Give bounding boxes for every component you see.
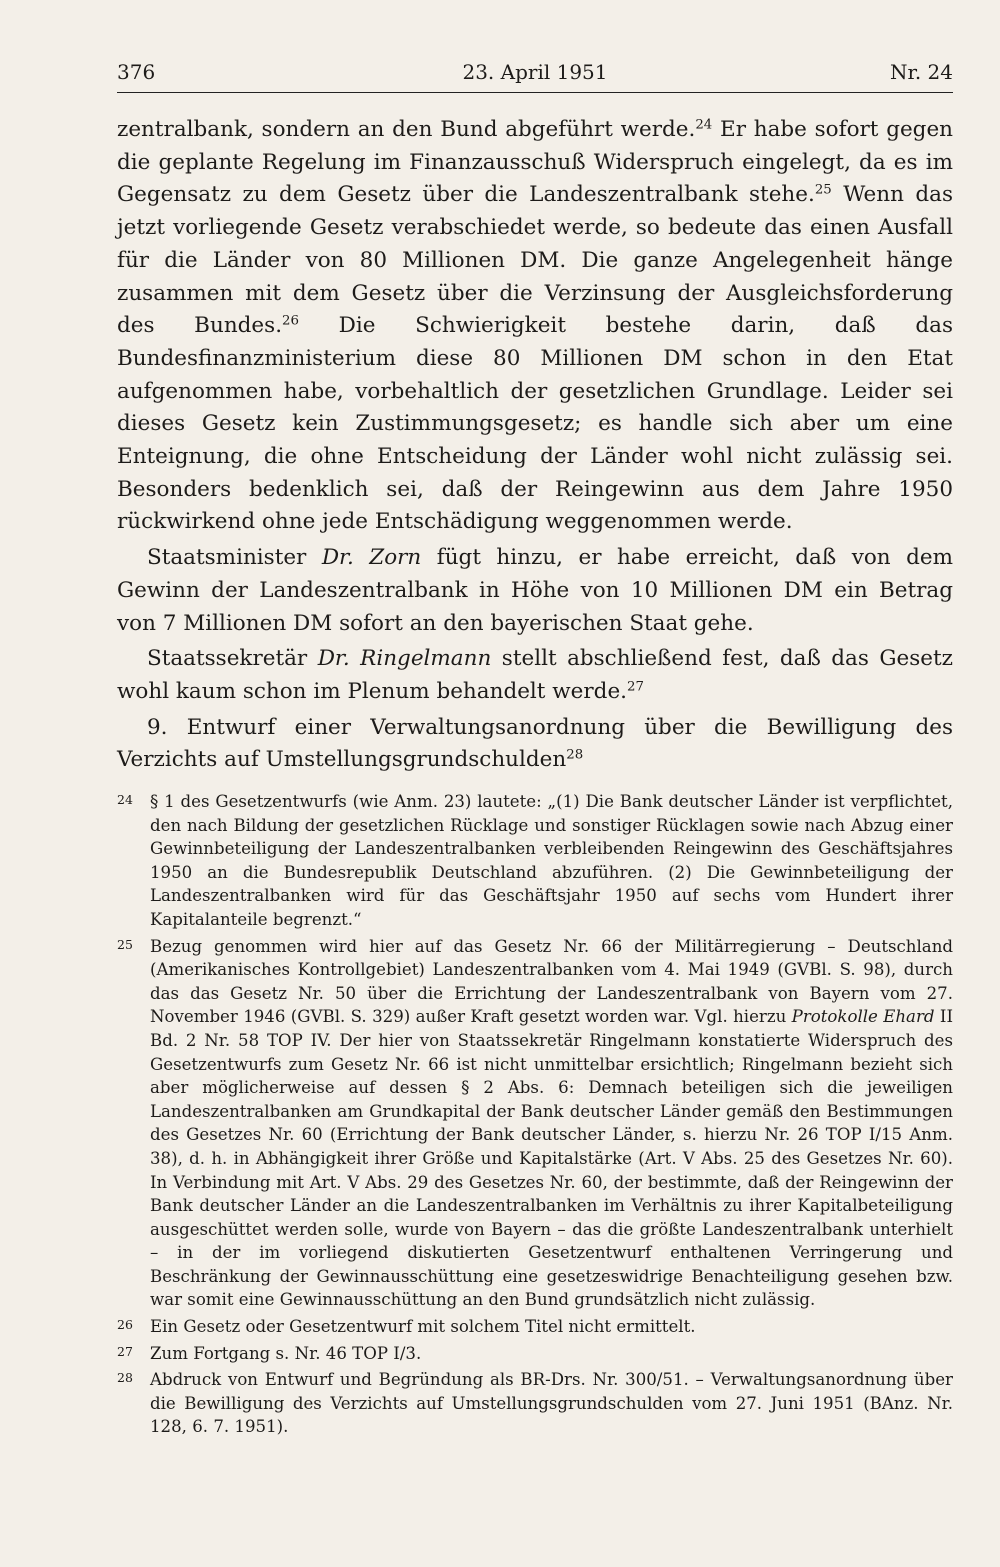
footnote-ref-24: 24: [695, 117, 713, 133]
footnote-text: Zum Fortgang s. Nr. 46 TOP I/3.: [150, 1343, 422, 1363]
paragraph-continuation: zentralbank, sondern an den Bund abgeführt werde.$^{24}$ Er habe sofort gegen die geplante Regelung im Finanzausschuß Widerspruch eingelegt, da es im Gegensatz zu dem Gesetz über die Landeszentralbank stehe.$^{25}$ Wenn das jetzt vorliegende Gesetz verabschiedet werde, so bedeute das einen Ausfall für die Länder von 80 Millionen DM. Die ganze Angelegenheit hänge zusammen mit dem Gesetz über die Verzinsung der Ausgleichsforderung des Bundes.$^{26}$ Die Schwierigkeit bestehe darin, daß das Bundesfinanzministerium diese 80 Millionen DM schon in den Etat aufgenommen habe, vorbehaltlich der gesetzlichen Grundlage. Leider sei dieses Gesetz kein Zustimmungsgesetz; es handle sich aber um eine Enteignung, die ohne Entscheidung der Länder wohl nicht zulässig sei. Besonders bedenklich sei, daß der Reingewinn aus dem Jahre 1950 rückwirkend ohne jede Entschädigung weggenommen werde.: [117, 117, 954, 535]
footnote-number: 27: [117, 1343, 133, 1359]
footnote-number: 26: [117, 1317, 133, 1333]
footnote-ref-27: 27: [627, 679, 644, 695]
main-text: [117, 114, 953, 777]
footnote-text: Ein Gesetz oder Gesetzentwurf mit solchem Titel nicht ermittelt.: [150, 1317, 696, 1337]
header-date: 23. April 1951: [462, 60, 608, 84]
footnote-26: [117, 1315, 953, 1339]
speaker-name: Dr. Ringelmann: [317, 646, 492, 672]
footnote-number: 24: [117, 792, 133, 807]
header-issue-number: Nr. 24: [889, 60, 953, 84]
agenda-item-9: 9. Entwurf einer Verwaltungsanordnung über die Bewilligung des Verzichts auf Umstellungsgrundschulden$^{28}$: [117, 714, 953, 773]
paragraph-zorn: Staatsminister Dr. Zorn fügt hinzu, er habe erreicht, daß von dem Gewinn der Landeszentralbank in Höhe von 10 Millionen DM ein Betrag von 7 Millionen DM sofort an den bayerischen Staat gehe.: [117, 545, 953, 636]
page-number: 376: [117, 60, 156, 84]
footnote-text: Bezug genommen wird hier auf das Gesetz Nr. 66 der Militärregierung – Deutschland (Amerikanisches Kontrollgebiet) Landeszentralbanken vom 4. Mai 1949 (GVBl. S. 98), durch das das Gesetz Nr. 50 über die Errichtung der Landeszentralbank von Bayern vom 27. November 1946 (GVBl. S. 329) außer Kraft gesetzt worden war. Vgl. hierzu Protokolle Ehard II Bd. 2 Nr. 58 TOP IV. Der hier von Staatssekretär Ringelmann konstatierte Widerspruch des Gesetzentwurfs zum Gesetz Nr. 66 ist nicht unmittelbar ersichtlich; Ringelmann bezieht sich aber möglicherweise auf dessen § 2 Abs. 6: Demnach beteiligen sich die jeweiligen Landeszentralbanken am Grundkapital der Bank deutscher Länder gemäß den Bestimmungen des Gesetzes Nr. 60 (Errichtung der Bank deutscher Länder, s. hierzu Nr. 26 TOP I/15 Anm. 38), d. h. in Abhängigkeit ihrer Größe und Kapitalstärke (Art. V Abs. 25 des Gesetzes Nr. 60). In Verbindung mit Art. V Abs. 29 des Gesetzes Nr. 60, der bestimmte, daß der Reingewinn der Bank deutscher Länder an die Landeszentralbanken im Verhältnis zu ihrer Kapitalbeteiligung ausgeschüttet werden solle, wurde von Bayern – das die größte Landeszentralbank unterhielt – in der im vorliegend diskutierten Gesetzentwurf enthaltenen Verringerung und Beschränkung der Gewinnausschüttung eine gesetzeswidrige Benachteiligung gesehen bzw. war somit eine Gewinnausschüttung an den Bund grundsätzlich nicht zulässig.: [150, 936, 954, 1310]
footnote-ref-26: 26: [282, 313, 299, 329]
footnote-27: [117, 1342, 953, 1366]
running-header: [117, 52, 953, 92]
footnote-24: [117, 790, 953, 932]
header-rule: [117, 92, 953, 93]
footnote-25: [117, 935, 953, 1313]
footnote-text: Abdruck von Entwurf und Begründung als BR-Drs. Nr. 300/51. – Verwaltungsanordnung über die Bewilligung des Verzichts auf Umstellungsgrundschulden vom 27. Juni 1951 (BAnz. Nr. 128, 6. 7. 1951).: [150, 1370, 953, 1437]
speaker-name: Dr. Zorn: [321, 545, 422, 571]
footnote-28: [117, 1368, 953, 1439]
footnote-ref-25: 25: [814, 183, 832, 199]
cited-work: Protokolle Ehard: [791, 1007, 935, 1027]
paragraph-ringelmann: Staatssekretär Dr. Ringelmann stellt abschließend fest, daß das Gesetz wohl kaum schon im Plenum behandelt werde.$^{27}$: [117, 646, 953, 704]
footnote-number: 25: [117, 936, 133, 952]
footnote-text: § 1 des Gesetzentwurfs (wie Anm. 23) lautete: „(1) Die Bank deutscher Länder ist verpflichtet, den nach Bildung der gesetzlichen Rücklage und sonstiger Rücklagen sowie nach Abzug einer Gewinnbeteiligung der Landeszentralbanken verbleibenden Reingewinn des Geschäftsjahres 1950 an die Bundesrepublik Deutschland abzuführen. (2) Die Gewinnbeteiligung der Landeszentralbanken wird für das Geschäftsjahr 1950 auf sechs vom Hundert ihrer Kapitalanteile begrenzt.“: [150, 792, 953, 929]
footnote-number: 28: [117, 1370, 133, 1386]
footnote-ref-28: 28: [566, 748, 584, 764]
footnotes: [117, 790, 953, 1442]
